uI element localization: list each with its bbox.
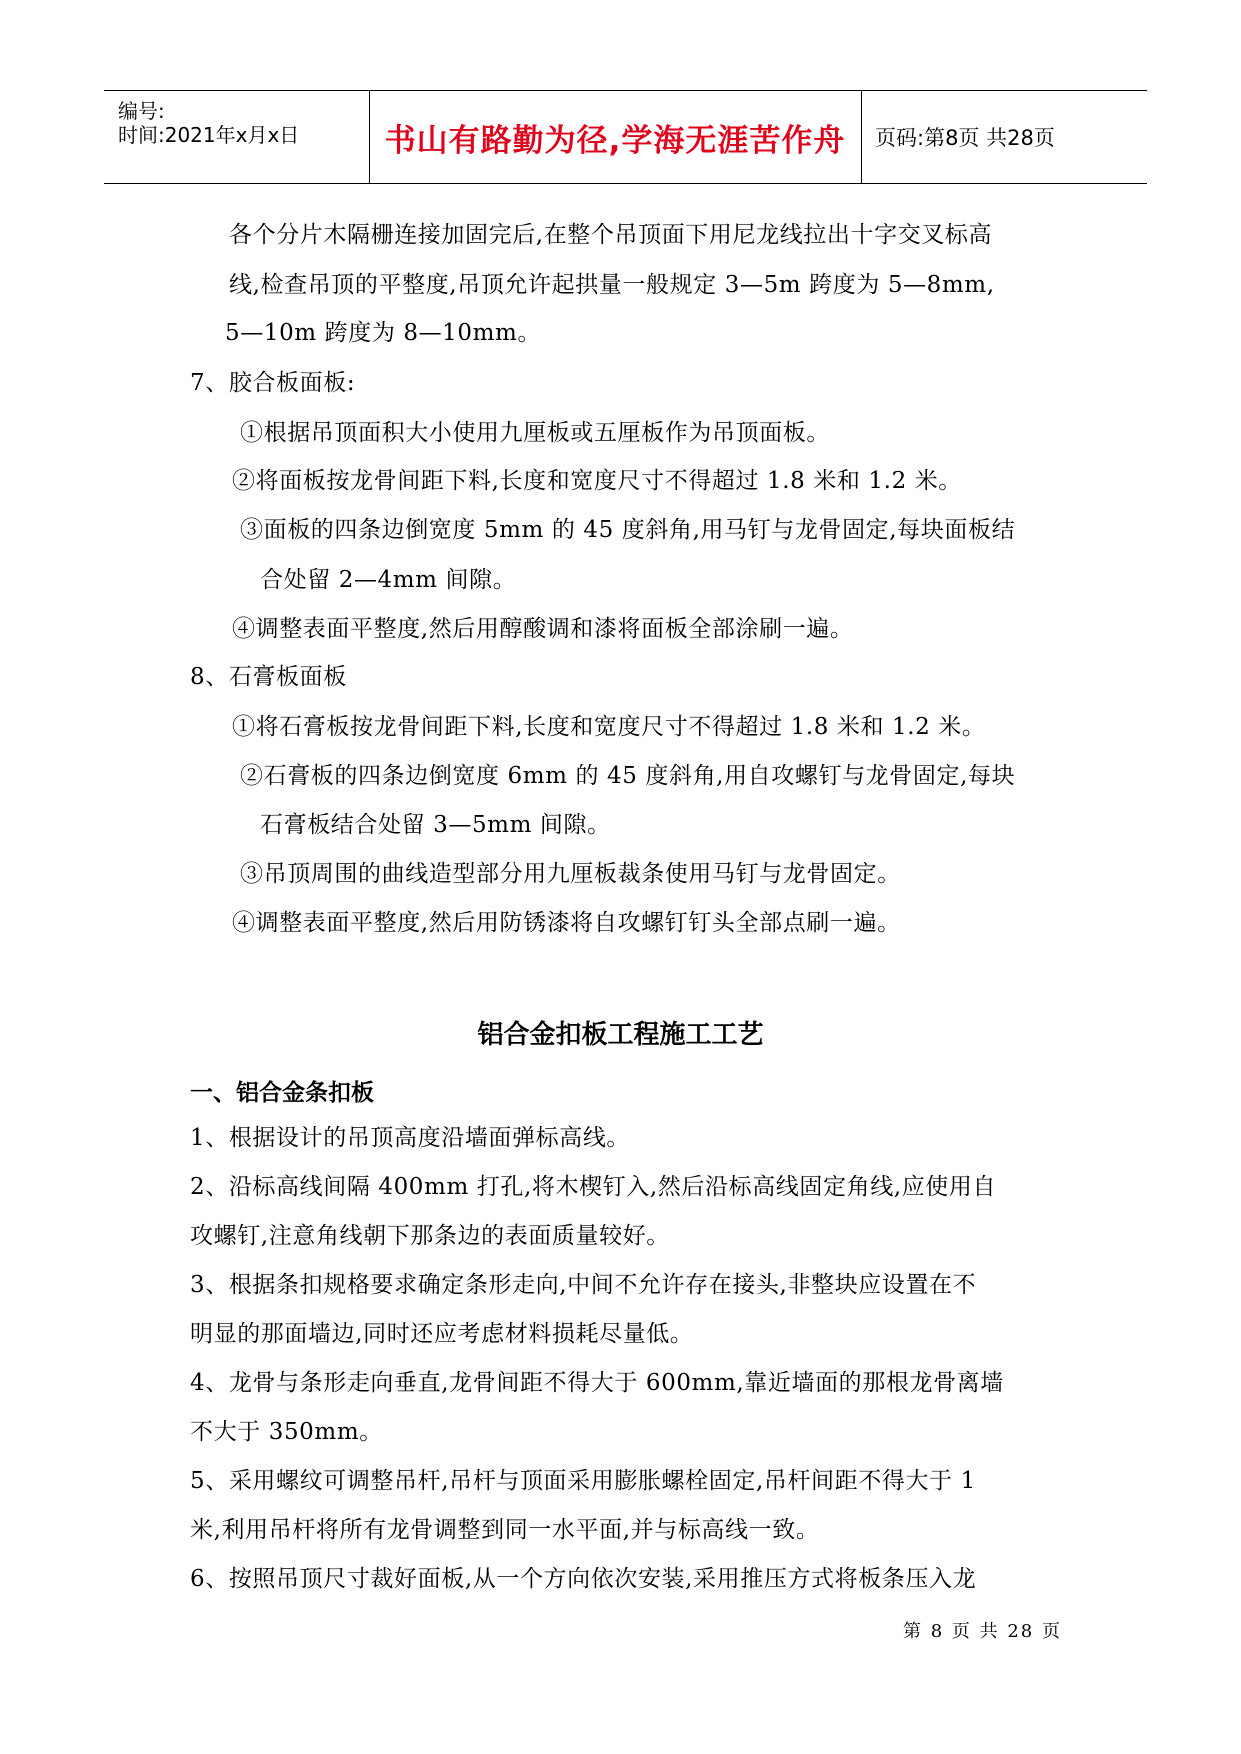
list-item: ①将石膏板按龙骨间距下料,长度和宽度尺寸不得超过 1.8 米和 1.2 米。 (232, 714, 986, 740)
document-number-label: 编号: (118, 99, 165, 123)
list-item: ②石膏板的四条边倒宽度 6mm 的 45 度斜角,用自攻螺钉与龙骨固定,每块 (240, 763, 1016, 789)
list-item: ③吊顶周围的曲线造型部分用九厘板裁条使用马钉与龙骨固定。 (240, 861, 901, 887)
body-line: 线,检查吊顶的平整度,吊顶允许起拱量一般规定 3—5m 跨度为 5—8mm, (229, 272, 995, 298)
header-page-info: 页码:第8页 共28页 (875, 126, 1055, 150)
list-heading: 8、石膏板面板 (190, 664, 347, 690)
section-title: 铝合金扣板工程施工工艺 (477, 1020, 764, 1050)
list-item: ①根据吊顶面积大小使用九厘板或五厘板作为吊顶面板。 (240, 420, 830, 446)
page-footer-number: 第 8 页 共 28 页 (903, 1621, 1062, 1642)
list-item-continuation: 石膏板结合处留 3—5mm 间隙。 (260, 812, 611, 838)
paragraph-line: 2、沿标高线间隔 400mm 打孔,将木楔钉入,然后沿标高线固定角线,应使用自 (190, 1174, 997, 1200)
page-header (104, 90, 1147, 184)
section-subheading: 一、铝合金条扣板 (190, 1080, 374, 1106)
paragraph-line: 明显的那面墙边,同时还应考虑材料损耗尽量低。 (190, 1321, 694, 1347)
list-item: ③面板的四条边倒宽度 5mm 的 45 度斜角,用马钉与龙骨固定,每块面板结 (240, 517, 1016, 543)
list-item-continuation: 合处留 2—4mm 间隙。 (260, 567, 517, 593)
paragraph-line: 不大于 350mm。 (190, 1419, 383, 1445)
paragraph-line: 攻螺钉,注意角线朝下那条边的表面质量较好。 (190, 1223, 670, 1249)
list-heading: 7、胶合板面板: (190, 370, 356, 396)
list-item: ②将面板按龙骨间距下料,长度和宽度尺寸不得超过 1.8 米和 1.2 米。 (232, 468, 962, 494)
list-item: ④调整表面平整度,然后用醇酸调和漆将面板全部涂刷一遍。 (232, 616, 854, 642)
paragraph-line: 4、龙骨与条形走向垂直,龙骨间距不得大于 600mm,靠近墙面的那根龙骨离墙 (190, 1370, 1004, 1396)
paragraph-line: 6、按照吊顶尺寸裁好面板,从一个方向依次安装,采用推压方式将板条压入龙 (190, 1566, 977, 1592)
body-line: 各个分片木隔栅连接加固完后,在整个吊顶面下用尼龙线拉出十字交叉标高 (229, 222, 993, 248)
paragraph-line: 米,利用吊杆将所有龙骨调整到同一水平面,并与标高线一致。 (190, 1517, 820, 1543)
document-time-label: 时间:2021年x月x日 (118, 123, 300, 147)
paragraph-line: 5、采用螺纹可调整吊杆,吊杆与顶面采用膨胀螺栓固定,吊杆间距不得大于 1 (190, 1468, 976, 1494)
header-meta (104, 91, 370, 183)
body-line: 5—10m 跨度为 8—10mm。 (225, 320, 542, 346)
paragraph-line: 3、根据条扣规格要求确定条形走向,中间不允许存在接头,非整块应设置在不 (190, 1272, 977, 1298)
header-motto: 书山有路勤为径,学海无涯苦作舟 (369, 91, 862, 183)
list-item: ④调整表面平整度,然后用防锈漆将自攻螺钉钉头全部点刷一遍。 (232, 910, 901, 936)
paragraph-line: 1、根据设计的吊顶高度沿墙面弹标高线。 (190, 1125, 631, 1151)
